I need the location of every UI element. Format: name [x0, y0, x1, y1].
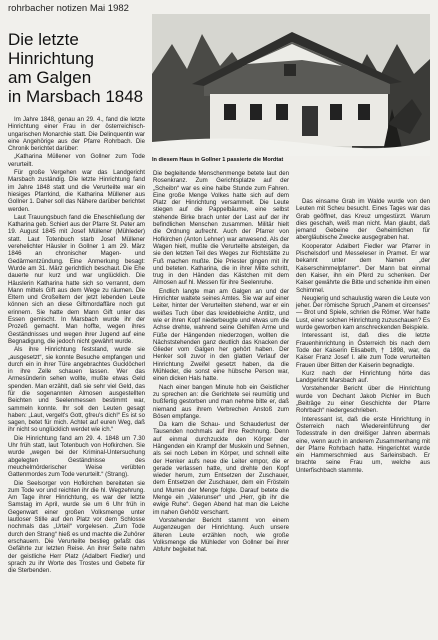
article-paragraph: Laut Trauungsbuch fand die Eheschließung der Katharina geb. Schierl aus der Pfarre St. Peter am 19. August 1845 mit Josef Müllener (Mühleder) statt. Laut Totenbuch starb Josef Müllener verehelichter Häusler in Gollner 1 am 29. März 1846 an chronischer Magen- und Gedärmentzündung. Eine Anmerkung besagt: Wurde am 31. März gerichtlich beschaut. Die Ehe dauerte nur kurz und war unglücklich. Die Häuslerin Katharina hatte sich so verrannt, dem Mann mittels Gift aus dem Wege zu räumen. Die Eltern und Großeltern der jetzt lebenden Leute können sich an diese Giftmordaffäre noch gut erinnern. Sie hatte dem Mann Gift unter das Essen gemischt. In Marsbach wurde ihr der Prozeß gemacht. Man hoffte, wegen ihres Geständnisses und wegen ihrer Jugend auf eine Begnadigung, die jedoch nicht gewährt wurde.	[8, 213, 145, 345]
article-title	[8, 30, 148, 106]
title-line: Hinrichtung	[8, 49, 94, 68]
article-paragraph: Vorstehender Bericht stammt von einem Augenzeugen der Hinrichtung. Auch unsere älteren Leute erzählen noch, wie große Volksmenge die Mühleder von Gollner bei ihrer Abfuhr begleitet hat.	[153, 516, 289, 554]
article-paragraph: Im Jahre 1848, genau an 29. 4., fand die letzte Hinrichtung einer Frau in der österreichisch-ungarischen Monarchie statt. Die Delinquentin war eine Angehörige aus der Pfarre Rohrbach. Die Chronik berichtet darüber:	[8, 116, 145, 153]
article-paragraph: Da kam die Schau- und Schauderlust der Tausenden nochmals auf ihre Rechnung. Denn auf einmal durchzuckte den Körper der Hängenden ein Krampf der Muskeln und Sehnen, als sei noch Leben im Körper, und schnell eilte der Henker aufs neue die Leiter empor, die er gerade verlassen hatte, und drehte den Kopf wieder herum, zum Entsetzen der Zuschauer, dem Entsetzen der Zuschauer, dem ein Frösteln und Murren der Menge folgte. Darauf betete die Menge ein „Vaterunser“ und „Herr, gib ihr die ewige Ruhe“. Gegen Abend hat man die Leiche im nahen Gehölz verscharrt.	[153, 421, 289, 516]
page-header: rohrbacher notizen Mai 1982	[8, 3, 129, 14]
photo-caption: In diesem Haus in Gollner 1 passierte die Mordtat	[152, 157, 284, 163]
article-paragraph: Endlich langte man am Galgen an und der Hinrichter waltete seines Amtes. Sie war auf einer Leiter, hinter der Verurteilten stehend, war er ein weißes Tuch über das kreidebleiche Antlitz, und wie er ihren Kopf niederbeugte und etwas um die Achse drehte, wahrend seine Gehilfen Arme und Füße der Hängenden niederzogen, wollten die Nächststehenden ganz deutlich das Knacken der Glieder vom Galgen her gehört haben. Der Henker soll zuvor in den glatten Verlauf der Hinrichtung Zweifel gesetzt haben, da die Mühleder, die sonst eine hübsche Person war, einen dicken Hals hatte.	[153, 287, 289, 383]
article-paragraph: „Katharina Müllener von Gollner zum Tode verurteilt.	[8, 153, 145, 168]
article-paragraph: Die Seelsorger von Hofkirchen bereiteten sie zum Tode vor und reichten ihr die hl. Wegzehrung. Am Tage ihrer Hinrichtung, es war der letzte Samstag im April, wurde sie um 6 Uhr früh in Gegenwart einer großen Volksmenge unter lautloser Stille auf den Platz vor dem Schlosse nochmals das „Urteil“ vorgelesen. „Zum Tode durch den Strang“ hieß es und machte die Zuhörer erschauern. Die Verurteilte bestieg gefaßt das Gefährte zur letzten Reise. An ihrer Seite nahm der geistliche Herr Platz (Adalbert Fiedler) und sprach zu ihr Worte des Trostes und Gebete für die Sterbenden.	[8, 479, 145, 575]
article-paragraph: Kurz nach der Hinrichtung hörte das Landgericht Marsbach auf.	[296, 369, 430, 385]
column-2	[153, 170, 289, 554]
article-paragraph: Als ihre Hinrichtung feststand, wurde sie „ausgesetzt“, sie konnte Besuche empfangen und durch ein in ihrer Türe angebrachtes Gucklöcherl in ihre Zelle schauen lassen. Wer das Armesünderin sehen wollte, mußte etwas Geld spenden. Man erzählt, daß sie sehr viel Geld, das für die sogenannten Almosen ausgestellten Beichten und Seelenmessen bestimmt war, sammeln konnte. Ihr soll den Leuten gesagt haben: „Laut, vergelt's Gott, gfreu's dich!“ Es ist so sagen, betet für mich. Achtet auf euren Weg, daß ihr nicht so unglücklich werdet wie ich.“	[8, 346, 145, 434]
article-paragraph: Neugierig und schaulustig waren die Leute von jeher. Der römische Spruch „Panem et circenses“ — Brot und Spiele, schrien die Römer. Wer hatte Lust, einer solchen Hinrichtung zuzuschauen? Es wurde geworben kam anschreckenden Beispiele.	[296, 294, 430, 332]
title-line: in Marsbach 1848	[8, 87, 144, 106]
article-paragraph: Für große Vergehen war das Landgericht Marsbach zuständig. Die letzte Hinrichtung fand im Jahre 1848 statt und die Verurteilte war ein hiesiges Pfarrkind, die Katharina Müllener aus Gollner 1. Daher soll das Nähere darüber berichtet werden.	[8, 169, 145, 213]
article-paragraph: Die begleitende Menschenmenge betete laut den Rosenkranz. Zum Gerichtsplatze auf der „Scheibn“ war es eine halbe Stunde zum Fahren. Eine große Menge Volkes hatte sich auf dem Platz der Hinrichtung versammelt. Die Leute stiegen auf die Pappelbäume, eine selbst stehende Birke brach unter der Last auf der ihr befindlichen Menschen zusammen. Militär hielt die Ordnung aufrecht. Auch der Pfarrer von Hofkirchen (Anton Lehner) war anwesend. Als der Wagen hielt, mußte die Verurteilte absteigen, da sie den letzten Teil des Weges zur Richtstätte zu Fuß machen mußte. Die Priester gingen mit ihr und beteten. Katharina, die in ihrer Mitte schritt, trug in den Händen das Kästchen mit dem Almosen auf hl. Messen für ihre Seelenruhe.	[153, 170, 289, 287]
article-paragraph: Nach einer bangen Minute hob ein Geistlicher zu sprechen an: die Gerichtete sei reumütig und bußfertig gestorben und man nehme bitte er, daß niemand aus ihrem Verbrechen Anstoß zum Bösen empfange.	[153, 383, 289, 420]
column-3	[296, 198, 430, 475]
article-paragraph: Vorstehender Bericht über die Hinrichtung wurde von Dechant Jakob Pichler im Buch „Beiträge zu einer Geschichte der Pfarre Rohrbach“ niedergeschrieben.	[296, 385, 430, 415]
article-paragraph: Das einsame Grab im Walde wurde von den Leuten mit Scheu besucht. Eines Tages war das Grab geöffnet, das Kreuz umgestürzt. Warum dies geschah, weiß man nicht. Man glaubt, daß jemand Gebeine der Geheimlichen für abergläubische Zwecke ausgegraben hat.	[296, 198, 430, 242]
house-photo	[152, 14, 430, 156]
article-paragraph: Kooperator Adalbert Fiedler war Pfarrer in Pischelsdorf und Messeleser in Pramet. Er war bekannt unter dem Namen „der Kaiserschimmelpfarrer“. Der Mann bat einmal den Kaiser, ihn ein Pferd zu schenken. Der Kaiser gewährte die Bitte und schenkte ihm einen Schimmel.	[296, 242, 430, 294]
article-paragraph: Die Hinrichtung fand am 29. 4. 1848 um 7.30 Uhr früh statt, laut Totenbuch von Hofkirchen. Sie wurde „wegen bei der Kriminal-Untersuchung abgelegten Geständnisse des meuchelmörderischer Weise verübten Gattenmordes zum Tode verurteilt.“ (Strang).	[8, 434, 145, 479]
article-paragraph: Interessant ist, daß die erste Hinrichtung in Österreich nach Wiedereinführung der Todesstrafe in den dreißiger Jahren abermals eine, wenn auch in anderem Zusammenhang mit der Pfarre Rohrbach hatte. Hingerichtet wurde ein Hammerschmied aus Sarleinsbach. Er brachte seine Frau um, welche aus Unterfischbach stammte.	[296, 415, 430, 474]
title-line: Die letzte	[8, 30, 79, 49]
column-1	[8, 116, 145, 575]
article-paragraph: Interessant ist, daß dies die letzte Frauenhinrichtung in Österreich bis nach dem Tode der Kaiserin Elisabeth, † 1898, war, da Kaiser Franz Josef I. alle zum Tode verurteilten Frauen über Bitten der Kaiserin begnadigte.	[296, 332, 430, 369]
title-line: am Galgen	[8, 68, 92, 87]
